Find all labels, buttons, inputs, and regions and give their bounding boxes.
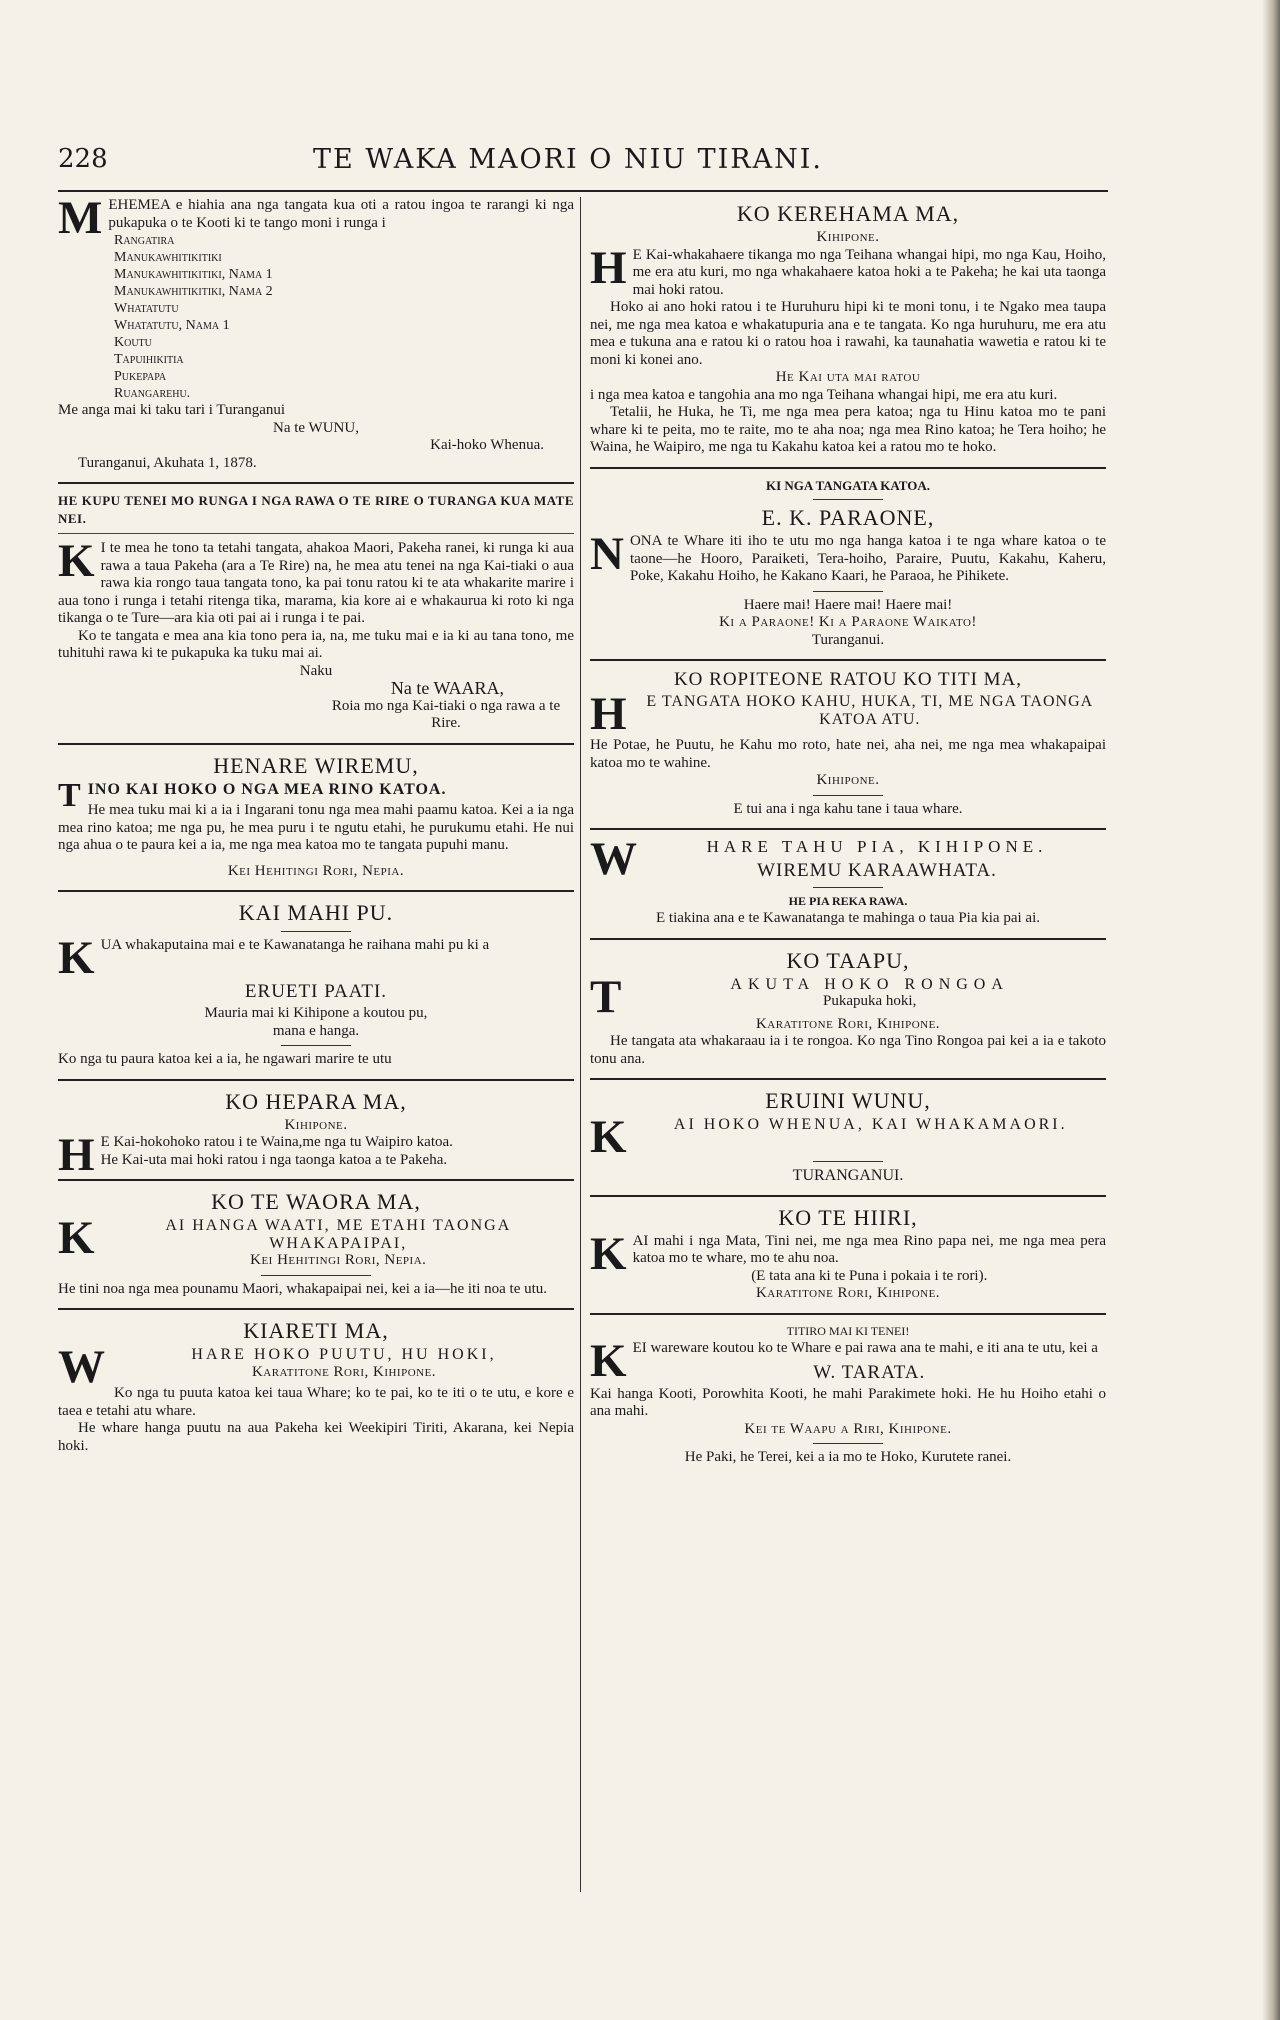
ad-address: Karatitone Rori, Kihipone. <box>251 1363 437 1380</box>
ad-naku: Naku <box>299 662 333 679</box>
ad-taapu <box>590 948 1106 1069</box>
ad-title: KO HEPARA MA, <box>225 1088 407 1114</box>
section-rule <box>58 1308 574 1310</box>
page-header <box>58 144 1078 184</box>
block-item: Ruangarehu. <box>114 386 191 401</box>
short-rule <box>813 1161 883 1162</box>
ad-kupu-tenei <box>58 492 574 733</box>
ad-kicker: TITIRO MAI KI TENEI! <box>786 1323 910 1338</box>
short-rule <box>813 1443 883 1444</box>
ad-text: He Kai-uta mai hoki ratou i nga taonga katoa a te Pakeha. <box>100 1151 448 1168</box>
drop-cap: M <box>58 192 103 244</box>
ad-kerehama <box>590 201 1106 457</box>
ad-name: ERUETI PAATI. <box>244 981 388 1002</box>
block-item: Rangatira <box>114 233 175 248</box>
ad-title: KO TE HIIRI, <box>778 1204 918 1230</box>
block-item: Pukepapa <box>114 369 167 384</box>
ad-text: AI mahi i nga Mata, Tini nei, me nga mea Rino papa nei, me nga mea pera katoa mo te whare, mo te ahu noa. <box>632 1232 1106 1266</box>
ad-name: WIREMU KARAAWHATA. <box>757 859 997 881</box>
ad-paraone <box>590 477 1106 650</box>
drop-cap: T <box>58 776 82 814</box>
ad-place: Kihipone. <box>816 772 880 788</box>
section-rule <box>590 659 1106 661</box>
section-rule <box>590 1078 1106 1080</box>
ad-text: Hoko ai ano hoki ratou i te Huruhuru hipi ki te moni tonu, i te Ngako mea taupa nei, me nga mea katoa e whakatupuria ana e te tangata. Ko nga huruhuru, me era atu mea e tukuna ana e ratou ki o ratou hoa i rawahi, ka taunahatia wawetia e ratou ki te moni ki konei ano. <box>590 299 1106 368</box>
short-rule <box>813 591 883 592</box>
ad-subtitle: AKUTA HOKO RONGOA <box>730 975 1009 993</box>
ad-date: Turanganui, Akuhata 1, 1878. <box>78 454 257 471</box>
page-number: 228 <box>58 144 108 174</box>
ad-subhead: He Kai uta mai ratou <box>775 369 921 385</box>
ad-text: He mea tuku mai ki a ia i Ingarani tonu nga mea mahi paamu katoa. Kei a ia nga mea rino katoa; me nga pu, he mea puru i te ngutu etahi, he purukumu etahi. He nui nga ahua o te paura kei a ia, me nga mea katoa mo te tangata pupuhi manu. <box>58 802 574 853</box>
ad-line: Mauria mai ki Kihipone a koutou pu, <box>204 1005 428 1021</box>
ad-text: E Kai-whakahaere tikanga mo nga Teihana whangai hipi, mo nga Kau, Hoiho, me era atu kuri, mo nga whakahaere katoa hoki a te Pakeha; he kai uta taonga mai hoki ratou. <box>632 246 1106 298</box>
ad-address: Kei Hehitingi Rori, Nepia. <box>250 1252 427 1268</box>
ad-address: Karatitone Rori, Kihipone. <box>755 1015 941 1032</box>
ad-title: KAI MAHI PU. <box>238 900 394 925</box>
ad-place: Kihipone. <box>816 229 880 245</box>
ad-closing: Me anga mai ki taku tari i Turanganui <box>58 402 286 418</box>
section-rule <box>58 743 574 745</box>
ad-line: Pukapuka hoki, <box>823 993 917 1009</box>
ad-whare-tahu-pia <box>590 833 1106 928</box>
ad-tarata <box>590 1323 1106 1467</box>
ad-ropiteone <box>590 669 1106 818</box>
ad-eruini-wunu <box>590 1088 1106 1185</box>
ad-address: Kei te Waapu a Riri, Kihipone. <box>744 1420 952 1437</box>
section-rule <box>590 467 1106 469</box>
ad-kai-mahi-pu <box>58 900 574 1069</box>
header-rule <box>58 190 1108 192</box>
short-rule <box>813 499 883 500</box>
ad-text: (E tata ana ki te Puna i pokaia i te rori). <box>751 1267 988 1284</box>
section-rule <box>58 482 574 484</box>
section-rule <box>590 828 1106 830</box>
short-rule <box>813 795 883 796</box>
block-item: Whatatutu <box>114 301 179 316</box>
ad-text: Kai hanga Kooti, Porowhita Kooti, he mahi Parakimete hoki. He hu Hoiho etahi o ana mahi. <box>590 1385 1106 1419</box>
ad-text: EHEMEA e hiahia ana nga tangata kua oti a ratou ingoa te rarangi ki nga pukapuka o te Kooti ki te tango moni i runga i <box>108 197 574 231</box>
ad-subtitle: INO KAI HOKO O NGA MEA RINO KATOA. <box>87 780 447 798</box>
ad-signature-title: Roia mo nga Kai-tiaki o nga rawa a te Rire. <box>331 697 561 731</box>
drop-cap: W <box>590 833 642 885</box>
ad-title: KO ROPITEONE RATOU KO TITI MA, <box>673 669 1023 690</box>
ad-text: Ko nga tu puuta katoa kei taua Whare; ko te pai, ko te iti o te utu, e kore e taea e tetahi atu whare. <box>58 1385 574 1419</box>
short-rule <box>281 1045 351 1046</box>
drop-cap: K <box>590 1111 630 1163</box>
short-rule <box>261 1275 371 1276</box>
drop-cap: H <box>58 1129 95 1181</box>
block-list <box>58 232 574 402</box>
ad-title: KIARETI MA, <box>243 1318 389 1343</box>
ad-text: E Kai-hokohoko ratou i te Waina,me nga tu Waipiro katoa. <box>100 1134 453 1150</box>
ad-text: He Paki, he Terei, kei a ia mo te Hoko, Kurutete ranei. <box>684 1449 1012 1465</box>
section-rule <box>58 1179 574 1181</box>
ad-mehemea <box>58 192 574 472</box>
ad-name: W. TARATA. <box>813 1361 926 1383</box>
drop-cap: K <box>58 535 95 587</box>
ad-te-hiiri <box>590 1205 1106 1303</box>
drop-cap: K <box>590 1227 627 1280</box>
right-column <box>590 197 1106 1900</box>
ad-text: EI wareware koutou ko te Whare e pai rawa ana te mahi, e iti ana te utu, kei a <box>632 1340 1098 1356</box>
ad-subtitle: AI HOKO WHENUA, KAI WHAKAMAORI. <box>673 1116 1068 1133</box>
page-edge-shadow <box>1262 0 1280 2020</box>
drop-cap: K <box>58 932 95 984</box>
drop-cap: K <box>58 1212 97 1264</box>
ad-text: Ko nga tu paura katoa kei a ia, he ngawari marire te utu <box>58 1051 392 1067</box>
ad-text: He whare hanga puutu na aua Pakeha kei Weekipiri Tiriti, Akarana, kei Nepia hoki. <box>58 1420 574 1454</box>
ad-place: TURANGANUI. <box>792 1167 904 1184</box>
left-column <box>58 192 574 1900</box>
block-item: Koutu <box>114 335 152 350</box>
ad-title: E. K. PARAONE, <box>761 505 935 530</box>
ad-text: Tetalii, he Huka, he Ti, me nga mea pera katoa; nga tu Hinu katoa mo te pani whare ki te peita, mo te raite, mo te aha noa; nga mea Rino katoa; he Tera hoiho; he Waina, he Waipiro, me nga tu Kakahu katoa kei a ratou mo te hoko. <box>590 404 1106 455</box>
ad-signature-title: Kai-hoko Whenua. <box>430 437 544 453</box>
block-item: Manukawhitikitiki, Nama 1 <box>114 267 273 282</box>
ad-subhead: HE PIA REKA RAWA. <box>788 893 908 908</box>
section-rule <box>58 890 574 892</box>
ad-henare-wiremu <box>58 753 574 881</box>
ad-address: Kei Hehitingi Rori, Nepia. <box>227 862 405 879</box>
drop-cap: K <box>590 1335 627 1387</box>
drop-cap: T <box>590 970 628 1023</box>
ad-text: E tui ana i nga kahu tane i taua whare. <box>733 800 963 817</box>
ad-title: KO TAAPU, <box>786 947 910 973</box>
section-rule <box>58 1079 574 1081</box>
block-item: Manukawhitikitiki, Nama 2 <box>114 284 273 299</box>
ad-text: He tangata ata whakaraau ia i te rongoa. Ko nga Tino Rongoa pai kei a ia e takoto tonu ana. <box>590 1033 1106 1067</box>
block-item: Tapuihikitia <box>114 352 184 367</box>
ad-text: Ko te tangata e mea ana kia tono pera ia, na, me tuku mai e ia ki au tana tono, me tuhituhi rawa ki te pukapuka ka tuku mai ai. <box>58 627 574 661</box>
ad-te-waora <box>58 1189 574 1298</box>
ad-title: ERUINI WUNU, <box>765 1088 931 1113</box>
ad-line: Haere mai! Haere mai! Haere mai! <box>743 596 953 613</box>
short-rule <box>813 887 883 888</box>
ad-text: He Potae, he Puutu, he Kahu mo roto, hate nei, aha nei, me nga mea whakapaipai katoa mo te wahine. <box>590 737 1106 771</box>
ad-address: Karatitone Rori, Kihipone. <box>755 1285 941 1301</box>
ad-line: mana e hanga. <box>272 1022 360 1039</box>
ad-text: UA whakaputaina mai e te Kawanatanga he raihana mahi pu ki a <box>100 937 490 953</box>
section-rule <box>590 938 1106 940</box>
ad-line: Ki a Paraone! Ki a Paraone Waikato! <box>719 614 977 630</box>
block-item: Whatatutu, Nama 1 <box>114 318 230 333</box>
short-rule <box>281 931 351 932</box>
ad-title: HE KUPU TENEI MO RUNGA I NGA RAWA O TE RIRE O TURANGA KUA MATE NEI. <box>58 493 574 526</box>
ad-text: He tini noa nga mea pounamu Maori, whakapaipai nei, kei a ia—he iti noa te utu. <box>58 1280 548 1297</box>
ad-title: HENARE WIREMU, <box>213 752 419 778</box>
ad-place: Turanganui. <box>811 631 885 648</box>
ad-subtitle: AI HANGA WAATI, ME ETAHI TAONGA WHAKAPAIPAI, <box>165 1217 512 1252</box>
ad-signature: Na te WUNU, <box>273 419 359 436</box>
ad-text: ONA te Whare iti iho te utu mo nga hanga katoa i te nga whare katoa o te taone—he Hooro, Paraiketi, Tera-hoiho, Paraire, Puutu, Kakahu, Kaheru, Poke, Kakahu Hoiho, he Kakano Kaari, he Paraoa, he Pihikete. <box>629 533 1106 584</box>
ad-subtitle: HARE HOKO PUUTU, HU HOKI, <box>191 1346 497 1363</box>
ad-kiareti <box>58 1318 574 1455</box>
ad-title: KO KEREHAMA MA, <box>736 201 960 226</box>
drop-cap: H <box>590 241 627 294</box>
ad-hepara <box>58 1088 574 1181</box>
drop-cap: W <box>58 1341 108 1393</box>
drop-cap: H <box>590 688 628 740</box>
ad-text: E tiakina ana e te Kawanatanga te mahinga o taua Pia kia pai ai. <box>655 910 1040 926</box>
running-title: TE WAKA MAORI O NIU TIRANI. <box>313 144 823 175</box>
ad-kicker: KI NGA TANGATA KATOA. <box>766 477 930 493</box>
section-rule <box>590 1313 1106 1315</box>
section-rule <box>590 1195 1106 1197</box>
drop-cap: N <box>590 528 624 580</box>
ad-place: Kihipone. <box>284 1116 348 1133</box>
column-divider <box>580 197 581 1892</box>
ad-text: I te mea he tono ta tetahi tangata, ahakoa Maori, Pakeha ranei, ki runga ki aua rawa a taua Pakeha (ara a Te Rire) na, he mea atu tenei na nga Kai-tiaki o aua rawa kia rongo taua tangata tono, ka pai tonu ratou ki te ata whakarite marire i aua tono i runga i tetahi ritenga tika, marama, kia kore ai e whakaurua ki roto ki nga tikanga o te Ture—ara kia oti pai ai i runga i te pai. <box>58 540 574 626</box>
ad-signature: Na te WAARA, <box>390 678 504 698</box>
ad-title: HARE TAHU PIA, KIHIPONE. <box>706 837 1048 856</box>
ad-subtitle: E TANGATA HOKO KAHU, HUKA, TI, ME NGA TAONGA KATOA ATU. <box>646 693 1094 728</box>
block-item: Manukawhitikitiki <box>114 250 222 265</box>
ad-title: KO TE WAORA MA, <box>211 1189 421 1214</box>
ad-text: i nga mea katoa e tangohia ana mo nga Teihana whangai hipi, me era atu kuri. <box>590 386 1058 403</box>
thin-rule <box>58 533 574 534</box>
